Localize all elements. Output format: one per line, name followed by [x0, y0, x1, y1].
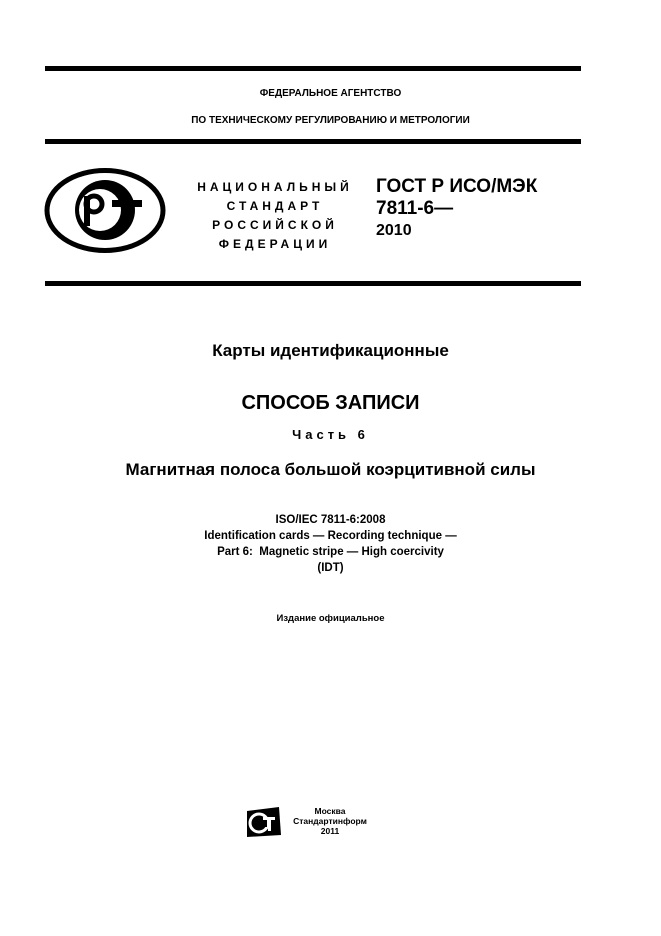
- iso-line4: (IDT): [317, 562, 344, 574]
- title-main: Карты идентификационные: [212, 341, 449, 360]
- designation-line3: 2010: [376, 222, 412, 239]
- part-title: Магнитная полоса большой коэрцитивной силы: [125, 460, 536, 479]
- publisher-city: Москва: [314, 806, 346, 816]
- iso-reference: [0, 512, 661, 576]
- publisher-name: Стандартинформ: [293, 816, 367, 826]
- standartinform-logo-icon: [245, 805, 283, 839]
- top-rule: [45, 66, 581, 71]
- part-number: Часть 6: [292, 427, 369, 442]
- gost-logo-icon: [44, 168, 166, 253]
- national-standard-block: [190, 178, 360, 254]
- iso-line2: Identification cards — Recording technique —: [204, 530, 457, 542]
- publisher-block: [290, 806, 370, 836]
- iso-line1: ISO/IEC 7811-6:2008: [275, 514, 386, 526]
- bottom-rule: [45, 281, 581, 286]
- agency-line2: ПО ТЕХНИЧЕСКОМУ РЕГУЛИРОВАНИЮ И МЕТРОЛОГИИ: [191, 115, 470, 126]
- title-sub: СПОСОБ ЗАПИСИ: [241, 392, 420, 414]
- agency-line1: ФЕДЕРАЛЬНОЕ АГЕНТСТВО: [259, 88, 402, 99]
- national-line: НАЦИОНАЛЬНЫЙ: [197, 180, 353, 194]
- publisher-year: 2011: [320, 826, 340, 836]
- national-line: РОССИЙСКОЙ: [212, 218, 338, 232]
- edition-note: Издание официальное: [276, 613, 385, 624]
- designation-line2: 7811-6—: [376, 198, 454, 219]
- iso-line3: Part 6: Magnetic stripe — High coercivity: [217, 546, 444, 558]
- middle-rule: [45, 139, 581, 144]
- national-line: ФЕДЕРАЦИИ: [218, 237, 332, 251]
- national-line: СТАНДАРТ: [226, 199, 324, 213]
- gost-designation: [376, 176, 537, 242]
- designation-line1: ГОСТ Р ИСО/МЭК: [376, 176, 538, 197]
